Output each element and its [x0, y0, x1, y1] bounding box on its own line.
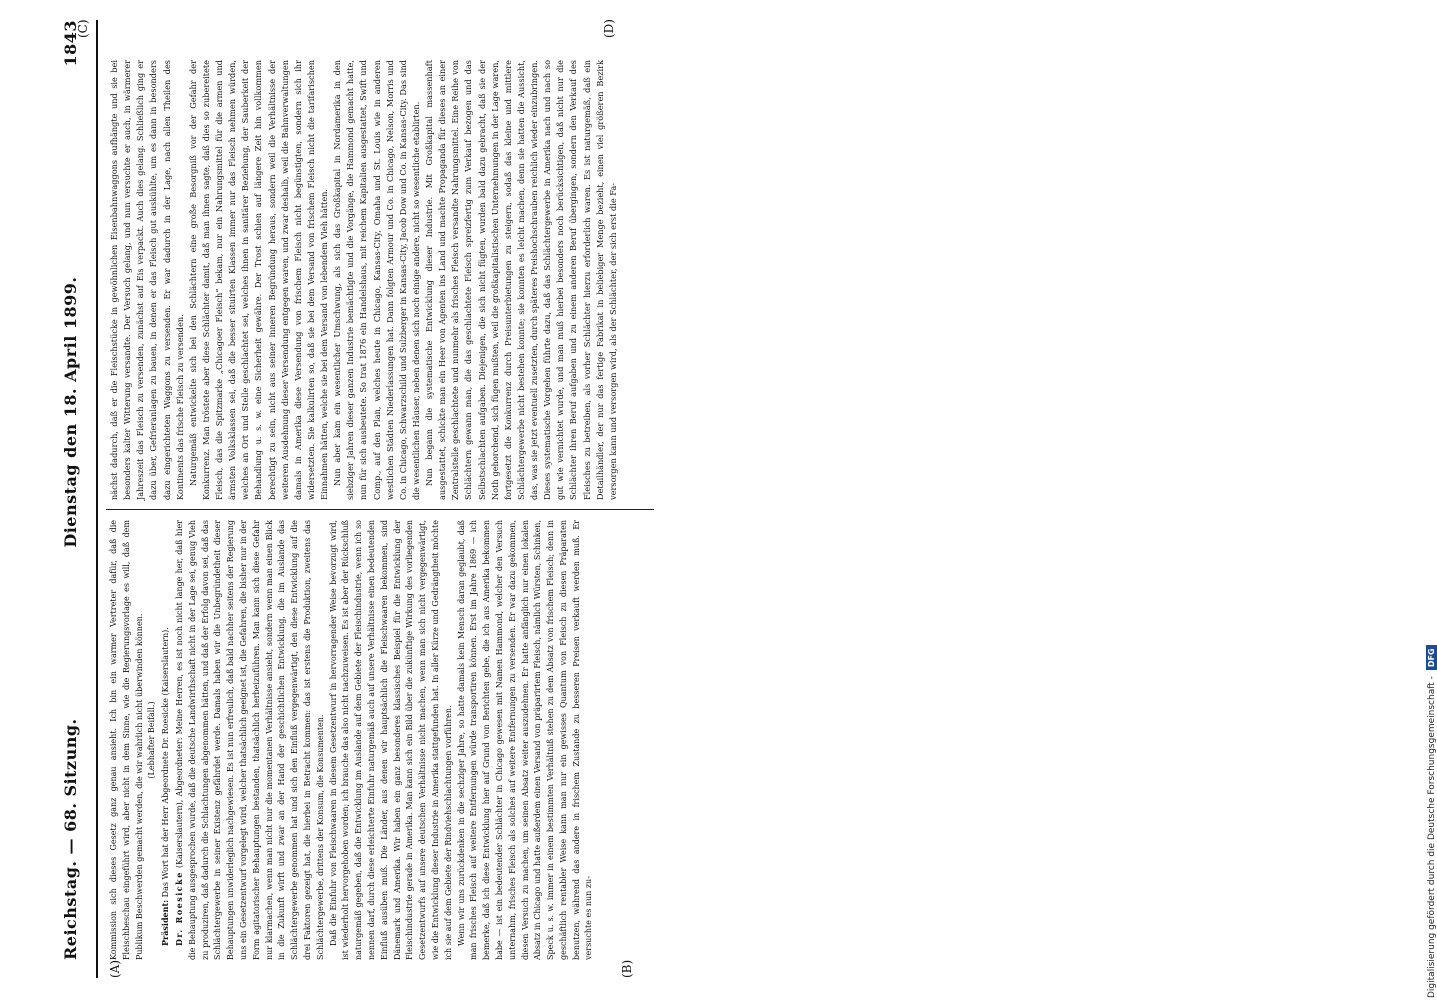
margin-mark-b: (B): [620, 959, 634, 978]
speech-text: (Kaiserslautern), Abgeordneter: Meine Herren, es ist noch nicht lange her, daß hier die Behauptung ausgesprochen wurde, daß die deutsche Landwirthschaft nicht in der Lage sei, genug Vieh zu produziren, daß dadurch die Schlachtungen abgenommen hätten, und daß der Erfolg davon sei, daß das Schlächtergewerbe in seiner Existenz gefährdet werde. Damals haben wir die Unbegründetheit dieser Behauptungen unwiderleglich nachgewiesen. Es ist nun erfreulich, daß bald nachher seitens der Regierung uns ein Gesetzentwurf vorgelegt wird, welcher thatsächlich geeignet ist, die Gefahren, die bisher nur in der Form agitatorischer Behauptungen bestanden, thatsächlich herbeizuführen. Man kann sich diese Gefahr nur klarmachen, wenn man nicht nur die momentanen Verhältnisse ansieht, sondern wenn man einen Blick in die Zukunft wirft und zwar an der Hand der geschichtlichen Entwicklung, die im Auslande das Schlächtergewerbe genommen hat und sich den Einfluß vergegenwärtigt, den diese Entwicklung auf die drei Faktoren gezeigt hat, die hierbei in Betracht kommen: das ist erstens die Produktion, zweitens das Schlächtergewerbe, drittens der Konsum, die Konsumenten.: [174, 520, 325, 960]
digitization-credit: [1426, 645, 1437, 998]
paragraph: Naturgemäß entwickelte sich bei den Schlächtern eine große Besorgniß vor der Gefahr der Konkurrenz. Man tröstete aber diese Schlächter damit, daß man ihnen sagte, daß dies so zubereitete Fleisch, das die Spitzmarke „Chicagoer Fleisch“ bekam, nur ein Nahrungsmittel für die armen und ärmsten Volksklassen sei, daß die besser situirten Klassen immer nur das Fleisch nehmen würden, welches an Ort und Stelle geschlachtet sei, welches ihnen in sanitärer Beziehung, der Sauberkeit der Behandlung u. s. w. eine Sicherheit gewähre. Der Trost schien auf längere Zeit hin vollkommen berechtigt zu sein, nicht aus seiner inneren Begründung heraus, sondern weil die Verhältnisse der weiteren Ausdehnung dieser Versendung entgegen waren, und zwar deshalb, weil die Bahnverwaltungen damals in Amerika diese Versendung von frischem Fleisch nicht begünstigten, sondern sich ihr widersetzten. Sie kalkulirten so, daß sie bei dem Versand von frischem Fleisch nicht die tarifarischen Einnahmen hätten, welche sie bei dem Versand von lebendem Vieh hätten.: [187, 60, 329, 500]
speaker-label: Dr. Roesicke: [173, 871, 184, 946]
column-divider: [106, 509, 654, 510]
paragraph: Nun aber kam ein wesentlicher Umschwung, als sich das Großkapital in Nordamerika in den siebziger Jahren dieser ganzen Industrie bemächtigte und die Vorgänge, die Hammond gemacht hatte, nun für sich ausbeutete. So trat 1876 ein Handelshaus, mit reichem Kapitalien ausgestattet, Swift und Comp., auf den Plan, welches heute in Chicago, Kansas-City, Omaha und St. Louis wie in anderen westlichen Städten Niederlassungen hat. Dann folgten Armour und Co. in Chicago, Nelson, Morris und Co. in Chicago, Schwarzschild und Sulzberger in Kansas-City, Jacob Dow und Co. in Kansas-City. Das sind die wesentlichen Häuser, neben denen sich noch einige andere, nicht so wesentliche etablirten.: [332, 60, 421, 500]
president-text: Das Wort hat der Herr Abgeordnete Dr. Roesicke (Kaiserslautern).: [161, 627, 171, 898]
header-right-group: [61, 20, 80, 548]
dfg-logo: DFG: [1426, 645, 1437, 670]
president-paragraph: [159, 520, 173, 960]
paragraph: Daß die Einfuhr von Fleischwaaren in diesem Gesetzentwurf in hervorragender Weise bevorzugt wird, ist wiederholt hervorgehoben worden; ich brauche das also nicht nachzuweisen. Es ist aber der Rückschluß naturgemäß gegeben, daß die Entwicklung im Auslande auf dem Gebiete der Fleischindustrie, wenn ich so nennen darf, durch diese erleichterte Einfuhr naturgemäß auch auf unsere Verhältnisse einen bedeutenden Einfluß ausüben muß. Die Länder, aus denen wir hauptsächlich die Fleischwaaren bekommen, sind Dänemark und Amerika. Wir haben ein ganz besonderes klassisches Beispiel für die Entwicklung der Fleischindustrie gerade in Amerika. Man kann sich ein Bild über die zukünftige Wirkung des vorliegenden Gesetzentwurfs auf unsere deutschen Verhältnisse nicht machen, wenn man sich nicht vergegenwärtigt, wie die Entwicklung dieser Industrie in Amerika stattgefunden hat. In aller Kürze und Gedrängtheit möchte ich sie auf dem Gebiete der Rindviehschlachtungen vorführen.: [328, 520, 453, 960]
header-rule: [96, 20, 98, 978]
speech-paragraph: [173, 520, 328, 960]
page-number: 1843: [60, 20, 80, 67]
applause-note: (Lebhafter Beifall.): [147, 701, 157, 779]
left-column: [108, 520, 628, 960]
paragraph: Wenn wir uns zurückdenken in die sechziger Jahre, so hatte damals kein Mensch daran geglaubt, daß man frisches Fleisch auf weitere Entfernungen würde transportiren können. Erst im Jahre 1869 — ich bemerke, daß ich diese Entwicklung hier auf Grund von Berichten gebe, die ich aus Amerika bekommen habe — ist ein bedeutender Schlächter in Chicago gewesen mit Namen Hammond, welcher den Versuch unternahm, frisches Fleisch als solches auf weitere Entfernungen zu versenden. Er war dazu gekommen, diesen Versuch zu machen, um seinen Absatz weiter auszudehnen. Er hatte anfänglich nur einen lokalen Absatz in Chicago und hatte außerdem einen Versand von präparirtem Fleisch, nämlich Würsten, Schinken, Speck u. s. w. immer in einem bestimmten Verhältniß stehen zu dem Absatz von frischem Fleisch; denn in geschäftlich rentabler Weise kann man nur ein gewisses Quantum von Fleisch zu diesen Präparaten benutzen, während das andere in frischem Zustande zu besseren Preisen verkauft werden muß. Er versuchte es nun zu-: [456, 520, 594, 960]
paragraph: nächst dadurch, daß er die Fleischstücke in gewöhnlichen Eisenbahnwaggons aufhängte und sie bei besonders kalter Witterung versandte. Der Versuch gelang, und nun versuchte er auch, in wärmerer Jahreszeit das Fleisch zu versenden, zunächst auf Eis verpackt. Auch dies gelang. Schließlich ging er dazu über, Gefrieranlagen zu bauen, in denen er das Fleisch gut auskühlte, um es dann in besonders dazu eingerichteten Waggons zu versenden. Er war dadurch in der Lage, nach allen Theilen des Kontinents das frische Fleisch zu versenden.: [109, 60, 185, 500]
right-column: [108, 60, 628, 500]
margin-mark-c: (C): [76, 19, 90, 38]
president-label: Präsident:: [160, 899, 171, 946]
margin-mark-a: (A): [108, 959, 122, 978]
paragraph: Kommission sich dieses Gesetz ganz genau ansieht. Ich bin ein warmer Vertreter dafür, daß die Fleischbeschau eingeführt wird, aber nicht in dem Sinne, wie die Regierungsvorlage es will, daß dem Publikum Beschwerden gemacht werden, die wir wahrlich nicht überwinden können.: [109, 520, 144, 960]
page-header: [50, 20, 90, 960]
credit-text: Digitalisierung gefördert durch die Deutsche Forschungsgemeinschaft -: [1426, 676, 1437, 998]
header-session: Reichstag. — 68. Sitzung.: [60, 718, 80, 960]
margin-mark-d: (D): [602, 19, 616, 38]
header-date: Dienstag den 18. April 1899.: [60, 276, 80, 548]
paragraph: Nun begann die systematische Entwicklung dieser Industrie. Mit Großkapital massenhaft ausgestattet, schickte man ein Heer von Agenten ins Land und machte Propaganda für dieses an einer Zentralstelle geschlachtete und nunmehr als frisches Fleisch versandte Nahrungsmittel. Eine Reihe von Schlächtern gewann man, die das geschlachtete Fleisch spreizfertig zum Verkauf bezogen und das Selbstschlachten aufgaben. Diejenigen, die sich nicht fügten, wurden bald dazu gebracht, daß sie der Noth gehorchend, sich fügen mußten, weil die großkapitalistischen Unternehmungen in der Lage waren, fortgesetzt die Konkurrenz durch Preisunterbietungen zu steigern, sodaß das kleine und mittlere Schlächtergewerbe nicht bestehen konnte; sie konnten es leicht machen, denn sie hatten die Aussicht, das, was sie jetzt eventuell zusetzten, durch späteres Preishochschrauben reichlich wieder einzubringen. Dieses systematische Vorgehen führte dazu, daß das Schlächtergewerbe in Amerika nach und nach so gut wie vernichtet wurde, und man muß hierbei besonders noch berücksichtigen, daß nicht nur die Schlächter ihren Beruf aufgaben und zu einem anderen Beruf übergingen, sondern den Verkauf des Fleisches zu betreiben, als vorher Schlächter hierzu erforderlich waren. Es ist naturgemäß, daß ein Detailhändler, der nur das fertige Fabrikat in beliebiger Menge bezieht, einen viel größeren Bezirk versorgen kann und versorgen wird, als der Schlächter, der sich erst die Fa-: [424, 60, 618, 500]
